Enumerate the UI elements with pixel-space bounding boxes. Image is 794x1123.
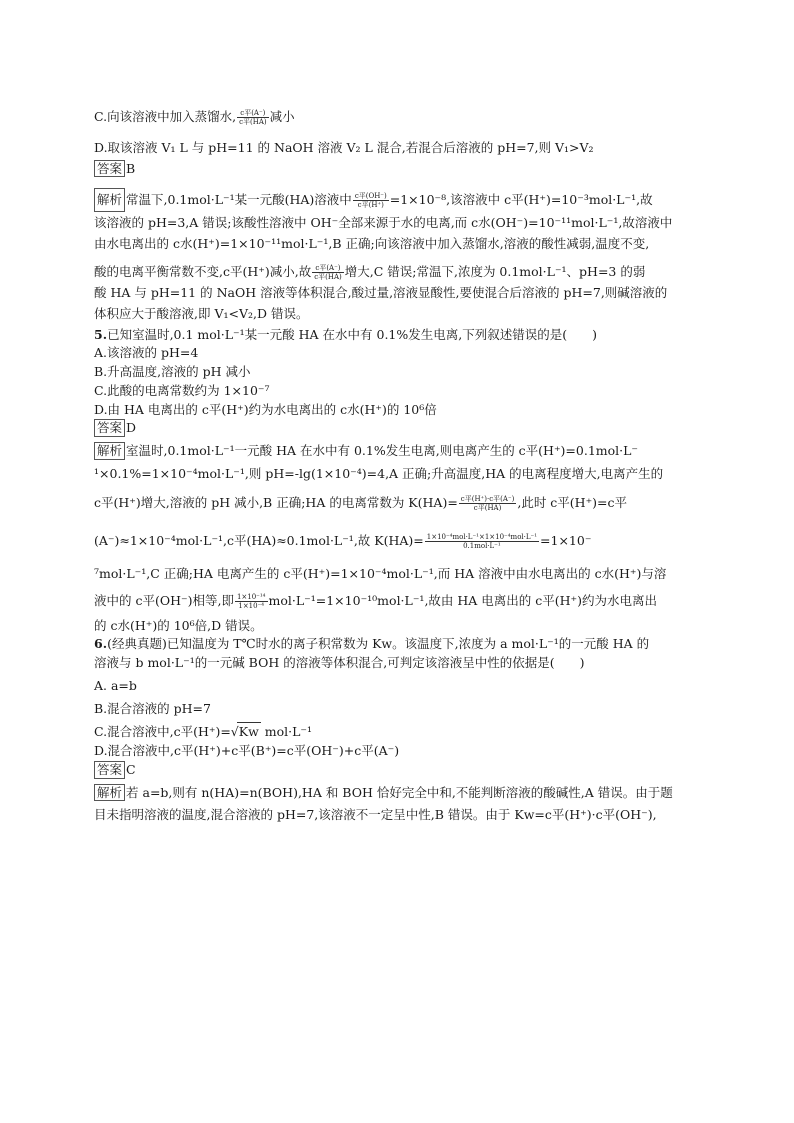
q6-analysis-line-2: 目未指明溶液的温度,混合溶液的 pH=7,该溶液不一定呈中性,B 错误。由于 Kw=c平(H⁺)·c平(OH⁻), xyxy=(94,807,657,823)
q5-answer xyxy=(94,419,704,438)
answer-value: C xyxy=(126,761,136,777)
q6-analysis-line-1: 解析 若 a=b,则有 n(HA)=n(BOH),HA 和 BOH 恰好完全中和,不能判断溶液的酸碱性,A 错误。由于题 xyxy=(94,784,704,803)
q5-option-b: B.升高温度,溶液的 pH 减小 xyxy=(94,364,251,380)
answer-label: 答案 xyxy=(94,160,125,178)
q6-option-b: B.混合溶液的 pH=7 xyxy=(94,700,211,716)
prev-analysis-line-5: 酸 HA 与 pH=11 的 NaOH 溶液等体积混合,酸过量,溶液显酸性,要使混合后溶液的 pH=7,则碱溶液的 xyxy=(94,285,668,301)
prev-option-d: D.取该溶液 V₁ L 与 pH=11 的 NaOH 溶液 V₂ L 混合,若混合后溶液的 pH=7,则 V₁>V₂ xyxy=(94,139,594,155)
answer-label: 答案 xyxy=(94,419,125,437)
analysis-label: 解析 xyxy=(94,784,125,802)
prev-analysis-line-2: 该溶液的 pH=3,A 错误;该酸性溶液中 OH⁻全部来源于水的电离,而 c水(OH⁻)=10⁻¹¹mol·L⁻¹,故溶液中 xyxy=(94,214,673,230)
q5-analysis-line-1: 解析 室温时,0.1mol·L⁻¹一元酸 HA 在水中有 0.1%发生电离,则电离产生的 c平(H⁺)=0.1mol·L⁻ xyxy=(94,442,704,461)
prev-analysis-line-1: 解析 常温下,0.1mol·L⁻¹某一元酸(HA)溶液中 $\frac{\text{c平(OH⁻)}}{\text{c平(H⁺)}}$ =1×10⁻⁸,该溶液中 c平(H⁺)=10⁻³mol·L⁻¹,故 xyxy=(94,188,704,212)
prev-option-c: C.向该溶液中加入蒸馏水, $\frac{\text{c平(A⁻)}}{\text{c平(HA)}}$ 减小 xyxy=(94,108,295,126)
q5-option-a: A.该溶液的 pH=4 xyxy=(94,345,199,361)
q5-analysis-line-2: ¹×0.1%=1×10⁻⁴mol·L⁻¹,则 pH=-lg(1×10⁻⁴)=4,A 正确;升高温度,HA 的电离程度增大,电离产生的 xyxy=(94,465,664,481)
fraction: $\frac{\text{c平(A⁻)}}{\text{c平(HA)}}$ xyxy=(314,264,342,282)
answer-value: B xyxy=(126,160,136,176)
q5-analysis-line-7: 的 c水(H⁺)的 10⁶倍,D 错误。 xyxy=(94,617,263,633)
document-page xyxy=(94,108,704,825)
q6-option-a: A. a=b xyxy=(94,677,137,693)
fraction: $\frac{\text{c平(A⁻)}}{\text{c平(HA)}}$ xyxy=(239,108,267,126)
prev-answer xyxy=(94,160,704,179)
q5-stem: 5.已知室温时,0.1 mol·L⁻¹某一元酸 HA 在水中有 0.1%发生电离,下列叙述错误的是( ) xyxy=(94,326,597,342)
q6-stem-line-1: 6.(经典真题)已知温度为 T℃时水的离子积常数为 Kw。该温度下,浓度为 a mol·L⁻¹的一元酸 HA 的 xyxy=(94,636,650,652)
analysis-label: 解析 xyxy=(94,188,125,212)
question-number: 5. xyxy=(94,326,108,342)
q6-answer xyxy=(94,761,704,780)
fraction: $\frac{\text{1×10⁻¹⁴}}{\text{1×10⁻⁴}}$ xyxy=(236,592,266,610)
q5-analysis-line-3: c平(H⁺)增大,溶液的 pH 减小,B 正确;HA 的电离常数为 K(HA)= $\frac{\text{c平(H⁺)·c平(A⁻)}}{\text{c平(HA)}}$ ,此时 c平(H⁺)=c平 xyxy=(94,494,628,512)
prev-analysis-line-3: 由水电离出的 c水(H⁺)=1×10⁻¹¹mol·L⁻¹,B 正确;向该溶液中加入蒸馏水,溶液的酸性减弱,温度不变, xyxy=(94,235,650,251)
fraction: $\frac{\text{c平(H⁺)·c平(A⁻)}}{\text{c平(HA)}}$ xyxy=(460,494,515,512)
q5-analysis-line-6: 液中的 c平(OH⁻)相等,即 $\frac{\text{1×10⁻¹⁴}}{\text{1×10⁻⁴}}$ mol·L⁻¹=1×10⁻¹⁰mol·L⁻¹,故由 HA 电离出的 c平(H⁺)约为水电离出 xyxy=(94,592,658,610)
q6-option-c: C.混合溶液中,c平(H⁺)=√Kw mol·L⁻¹ xyxy=(94,722,704,742)
q5-analysis-line-4: (A⁻)≈1×10⁻⁴mol·L⁻¹,c平(HA)≈0.1mol·L⁻¹,故 K(HA)= $\frac{\text{1×10⁻⁴mol·L⁻¹×1×10⁻⁴mol·L⁻¹}}{\text{0.1mol·L⁻¹}}$ =1×10⁻ xyxy=(94,533,592,551)
question-number: 6. xyxy=(94,636,108,652)
sqrt-radicand: Kw xyxy=(237,722,261,742)
fraction: $\frac{\text{1×10⁻⁴mol·L⁻¹×1×10⁻⁴mol·L⁻¹}}{\text{0.1mol·L⁻¹}}$ xyxy=(426,533,538,551)
fraction: $\frac{\text{c平(OH⁻)}}{\text{c平(H⁺)}}$ xyxy=(354,192,387,210)
answer-value: D xyxy=(126,420,137,436)
q6-stem-line-2: 溶液与 b mol·L⁻¹的一元碱 BOH 的溶液等体积混合,可判定该溶液呈中性的依据是( ) xyxy=(94,655,585,671)
q6-option-d: D.混合溶液中,c平(H⁺)+c平(B⁺)=c平(OH⁻)+c平(A⁻) xyxy=(94,743,400,759)
sqrt-symbol: √ xyxy=(230,724,239,740)
prev-analysis-line-4: 酸的电离平衡常数不变,c平(H⁺)减小,故 $\frac{\text{c平(A⁻)}}{\text{c平(HA)}}$ 增大,C 错误;常温下,浓度为 0.1mol·L⁻¹、pH=3 的弱 xyxy=(94,264,646,282)
q5-analysis-line-5: ⁷mol·L⁻¹,C 正确;HA 电离产生的 c平(H⁺)=1×10⁻⁴mol·L⁻¹,而 HA 溶液中由水电离出的 c水(H⁺)与溶 xyxy=(94,566,667,582)
q5-option-c: C.此酸的电离常数约为 1×10⁻⁷ xyxy=(94,382,270,398)
answer-label: 答案 xyxy=(94,761,125,779)
q5-option-d: D.由 HA 电离出的 c平(H⁺)约为水电离出的 c水(H⁺)的 10⁶倍 xyxy=(94,401,437,417)
analysis-label: 解析 xyxy=(94,442,125,460)
prev-analysis-line-6: 体积应大于酸溶液,即 V₁<V₂,D 错误。 xyxy=(94,305,309,321)
